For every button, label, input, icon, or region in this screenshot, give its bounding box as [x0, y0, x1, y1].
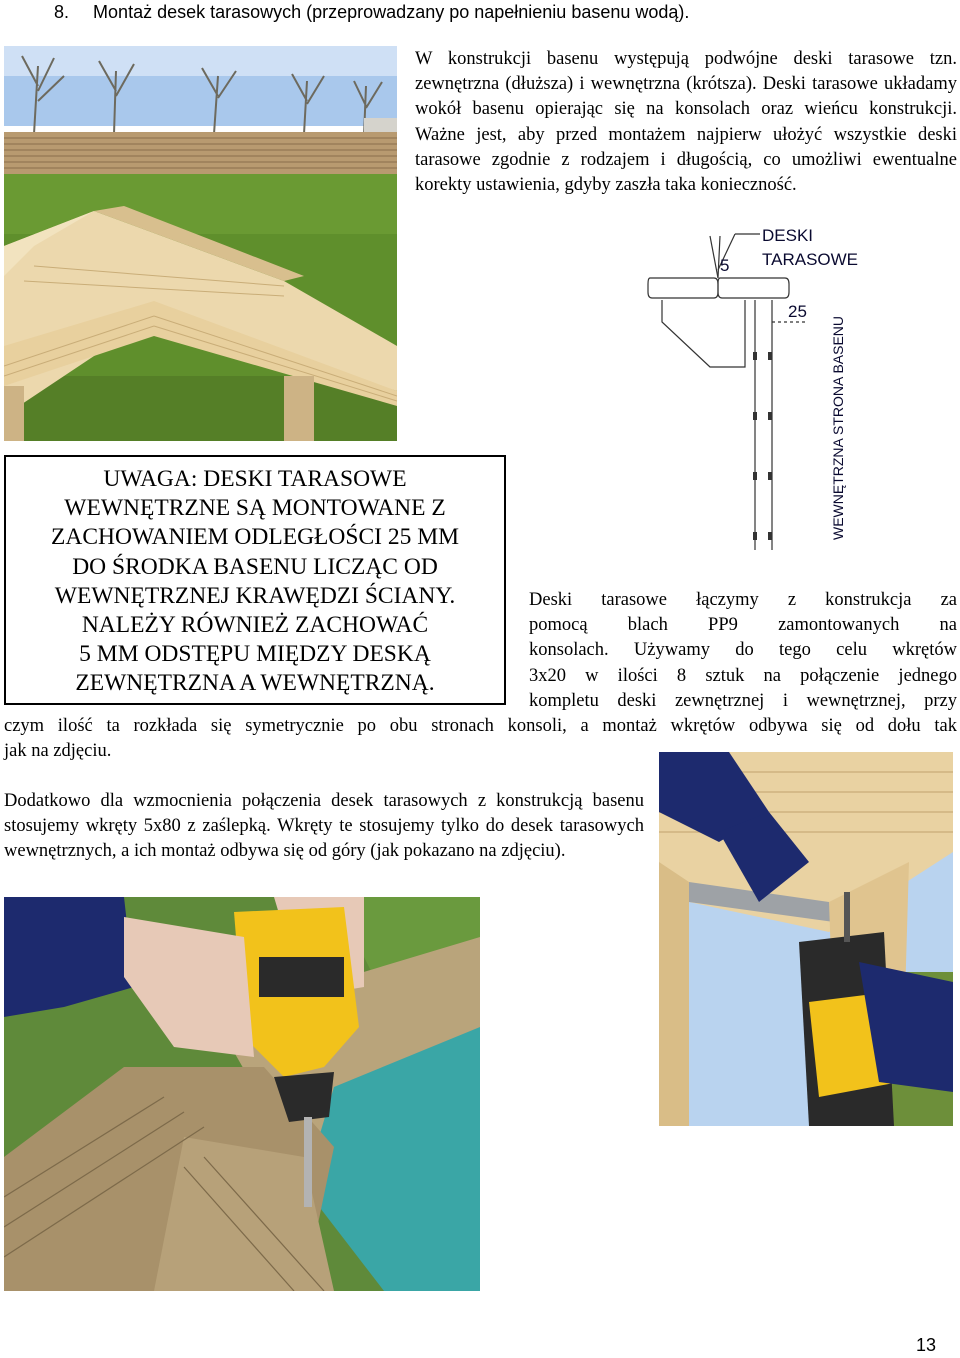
warning-text: [6, 465, 504, 699]
joining-line: Deski tarasowe łączymy z konstrukcja za: [529, 590, 957, 610]
screw-from-below-illustration: [659, 752, 953, 1126]
photo-screw-from-below: [659, 752, 953, 1126]
warning-line: UWAGA: DESKI TARASOWE: [103, 466, 407, 492]
section-title: Montaż desek tarasowych (przeprowadzany po napełnieniu basenu wodą).: [93, 2, 690, 22]
warning-line: WEWNĘTRZNEJ KRAWĘDZI ŚCIANY.: [54, 582, 456, 609]
page-number: 13: [915, 1335, 936, 1355]
warning-line: DO ŚRODKA BASENU LICZĄC OD: [72, 553, 438, 580]
section-number: 8.: [54, 2, 70, 22]
photo-screw-from-top: [4, 897, 480, 1291]
joining-line: 3x20 w ilości 8 sztuk na połączenie jednego: [529, 665, 957, 686]
intro-paragraph: W konstrukcji basenu występują podwójne deski tarasowe tzn. zewnętrzna (dłuższa) i wewnętrzna (krótsza). Deski tarasowe układamy wokół basenu opierając się na konsolach oraz wieńcu konstrukcji. Ważne jest, aby przed montażem najpierw ułożyć wszystkie deski tarasowe zgodnie z rodzajem i długością, co umożliwi ewentualne korekty ustawienia, gdyby zaszła taka konieczność.: [415, 49, 957, 196]
joining-line: jak na zdjęciu.: [4, 741, 112, 762]
screw-from-top-illustration: [4, 897, 480, 1291]
joining-line: konsolach. Używamy do tego celu wkrętów: [529, 640, 957, 661]
warning-line: ZACHOWANIEM ODLEGŁOŚCI 25 MM: [51, 524, 459, 551]
warning-line: WEWNĘTRZNE SĄ MONTOWANE Z: [64, 495, 446, 522]
deck-section-drawing: [640, 222, 960, 552]
deck-diagram: [640, 222, 960, 552]
side-label: WEWNĘTRZNA STRONA BASENU: [830, 315, 846, 540]
joining-line: kompletu deski zewnętrznej i wewnętrznej, przy: [529, 690, 957, 711]
section-heading: [54, 2, 689, 23]
offset-label: 25: [788, 302, 807, 321]
joining-paragraph: [529, 588, 957, 714]
warning-box: [4, 455, 506, 705]
boards-label-line1: DESKI: [762, 226, 814, 245]
joining-line: pomocą blach PP9 zamontowanych na: [529, 615, 957, 636]
warning-line: NALEŻY RÓWNIEŻ ZACHOWAĆ: [81, 612, 429, 639]
screws-paragraph: Dodatkowo dla wzmocnienia połączenia desek tarasowych z konstrukcją basenu stosujemy wkręty 5x80 z zaślepką. Wkręty te stosujemy tylko do desek tarasowych wewnętrznych, a ich montaż odbywa się od góry (jak pokazano na zdjęciu).: [4, 791, 644, 862]
gap-label: 5: [720, 256, 730, 275]
warning-line: ZEWNĘTRZNA A WEWNĘTRZNĄ.: [75, 670, 435, 697]
deck-corner-illustration: [4, 46, 397, 441]
warning-line: 5 MM ODSTĘPU MIĘDZY DESKĄ: [79, 641, 431, 668]
joining-line: czym ilość ta rozkłada się symetrycznie po obu stronach konsoli, a montaż wkrętów odbywa się od dołu tak: [4, 716, 957, 736]
photo-deck-corner: [4, 46, 397, 441]
boards-label-line2: TARASOWE: [762, 250, 859, 269]
